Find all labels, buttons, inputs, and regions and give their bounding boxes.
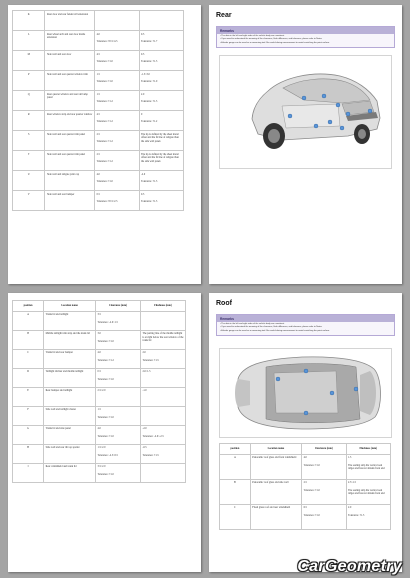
location-name-cell bbox=[45, 71, 95, 91]
table-row bbox=[220, 479, 391, 504]
location-name-cell bbox=[44, 330, 96, 349]
document-page-4 bbox=[209, 293, 402, 572]
table-row bbox=[13, 71, 184, 91]
flushness-value: 2.0 bbox=[142, 351, 146, 354]
location-name-cell bbox=[44, 406, 96, 425]
clearance-value bbox=[96, 349, 141, 368]
clearance-tolerance: Tolerance: ±1.0 bbox=[97, 415, 114, 419]
position-cell bbox=[13, 131, 45, 151]
flushness-tolerance: Tolerance: ±1.5 bbox=[141, 200, 158, 203]
clearance-value bbox=[302, 504, 346, 529]
flushness-value: 1.5 bbox=[348, 456, 352, 459]
clearance-value: 3.5~2.0 bbox=[97, 465, 106, 468]
document-page-3 bbox=[8, 293, 201, 572]
clearance-tolerance: Tolerance: ±1.0 bbox=[97, 472, 114, 476]
position-cell: C bbox=[27, 351, 29, 354]
clearance-value: 4.0 bbox=[303, 456, 307, 459]
position-cell: K bbox=[27, 12, 30, 16]
position-cell bbox=[13, 151, 45, 171]
table-row bbox=[13, 31, 184, 51]
table-row bbox=[13, 368, 186, 387]
flushness-value bbox=[140, 368, 185, 387]
position-cell bbox=[13, 91, 45, 111]
clearance-tolerance: Tolerance: ±1.0 bbox=[303, 463, 320, 467]
clearance-tolerance: Tolerance: ±1.2 bbox=[97, 358, 114, 362]
flushness-value: The parting line of the middle taillight is at right below the rear window of the trunk lid bbox=[142, 332, 184, 342]
position-cell bbox=[220, 504, 251, 529]
location-name-cell bbox=[45, 131, 95, 151]
location-name-cell: Panoramic roof glass and side wall bbox=[252, 481, 289, 484]
flushness-value bbox=[139, 111, 183, 131]
position-cell: Q bbox=[27, 92, 30, 96]
table-row bbox=[13, 111, 184, 131]
column-header: Clearance (mm) bbox=[96, 301, 141, 312]
position-cell: L bbox=[27, 32, 30, 36]
clearance-table-rear bbox=[12, 300, 186, 483]
clearance-value bbox=[95, 191, 139, 211]
location-name-cell: Side wall and rear door bbox=[46, 52, 72, 56]
position-cell: H bbox=[27, 446, 29, 449]
clearance-value bbox=[96, 425, 141, 444]
remarks-box bbox=[216, 26, 395, 48]
clearance-value: 0.5 bbox=[97, 370, 101, 373]
clearance-tolerance: Tolerance: ±1.0 bbox=[97, 377, 114, 381]
clearance-tolerance: Tolerance: ±0.5~4.5 bbox=[96, 40, 118, 43]
flushness-tolerance: Tolerance: -2.0~-2.5 bbox=[142, 434, 164, 438]
table-row bbox=[13, 91, 184, 111]
clearance-tolerance: Tolerance: ±1.2 bbox=[96, 140, 113, 143]
position-cell: R bbox=[27, 112, 30, 116]
location-name-cell bbox=[45, 91, 95, 111]
flushness-value bbox=[140, 387, 185, 406]
position-cell bbox=[13, 387, 44, 406]
location-name-cell: Side wall and rear tilt top spoiler bbox=[45, 446, 80, 449]
clearance-value bbox=[96, 444, 141, 463]
table-row bbox=[13, 311, 186, 330]
position-cell bbox=[13, 425, 44, 444]
clearance-value: 1.5 bbox=[96, 72, 100, 76]
flushness-value bbox=[140, 463, 185, 482]
clearance-value bbox=[96, 387, 141, 406]
clearance-value bbox=[95, 131, 139, 151]
location-name-cell bbox=[45, 151, 95, 171]
clearance-value: 2.5 bbox=[96, 132, 100, 136]
table-row bbox=[220, 454, 391, 479]
remark-item: • If you need to understand the meaning of the clearance, flush difference, and tolerance, please refer to Notes. bbox=[220, 326, 391, 329]
remarks-header: Remarks bbox=[217, 315, 394, 322]
table-row bbox=[13, 330, 186, 349]
location-name-cell bbox=[45, 171, 95, 191]
position-cell: A bbox=[27, 313, 29, 316]
clearance-tolerance: Tolerance: ±0.5~2.5 bbox=[96, 200, 118, 203]
location-name-cell: Trunk lid and rear bumper bbox=[45, 351, 73, 354]
flushness-value bbox=[139, 171, 183, 191]
clearance-value bbox=[95, 11, 139, 31]
flushness-tolerance: Tolerance: ±1.5 bbox=[142, 453, 159, 457]
clearance-value bbox=[302, 479, 346, 504]
position-cell bbox=[13, 311, 44, 330]
location-name-cell: Side wall and rear quarter window trim bbox=[46, 72, 88, 76]
location-name-cell bbox=[45, 11, 95, 31]
table-row bbox=[13, 151, 184, 171]
flushness-value bbox=[140, 444, 185, 463]
location-name-cell: Rear windshield and trunk lid bbox=[45, 465, 77, 468]
column-header: Location name bbox=[250, 444, 301, 455]
clearance-value: 1.5~2.0 bbox=[97, 446, 106, 449]
clearance-value: 2.5~2.0 bbox=[97, 389, 106, 392]
position-cell: M bbox=[27, 52, 30, 56]
section-title-rear: Rear bbox=[216, 12, 232, 19]
location-name-cell bbox=[44, 368, 96, 387]
table-row bbox=[220, 504, 391, 529]
clearance-value bbox=[95, 91, 139, 111]
document-page-1 bbox=[8, 5, 201, 284]
clearance-table-rear-continued bbox=[12, 10, 184, 211]
clearance-value bbox=[95, 111, 139, 131]
flushness-value: 0.5 bbox=[141, 32, 145, 36]
position-cell bbox=[13, 406, 44, 425]
location-name-cell: Rear wheel arch and rear door inside extension bbox=[46, 32, 86, 39]
position-cell: D bbox=[27, 370, 29, 373]
clearance-value bbox=[96, 406, 141, 425]
flushness-value: -1.0 bbox=[142, 389, 147, 392]
location-name-cell bbox=[250, 504, 301, 529]
remarks-box bbox=[216, 314, 395, 336]
clearance-tolerance: Tolerance: ±1.2 bbox=[96, 160, 113, 163]
location-name-cell bbox=[45, 31, 95, 51]
clearance-value bbox=[96, 311, 141, 330]
clearance-value bbox=[95, 31, 139, 51]
location-name-cell bbox=[44, 463, 96, 482]
flushness-value bbox=[140, 330, 185, 349]
clearance-tolerance: Tolerance: ±1.0 bbox=[303, 488, 320, 492]
flushness-value: 0.5 bbox=[141, 52, 145, 56]
location-name-cell bbox=[44, 311, 96, 330]
flushness-value: 2.0 bbox=[141, 92, 145, 96]
table-row bbox=[13, 463, 186, 482]
remark-item: • A feeler gauge can be used as a measuring tool. Be careful during measurement to avoid scratching the paint surface. bbox=[220, 42, 391, 45]
flushness-value bbox=[140, 311, 185, 330]
clearance-value: 4.0 bbox=[97, 427, 101, 430]
position-cell bbox=[13, 71, 45, 91]
location-name-cell: Side wall and rear bumper bbox=[46, 192, 75, 196]
position-cell: B bbox=[27, 332, 29, 335]
table-row bbox=[13, 11, 184, 31]
flushness-tolerance: Tolerance: ±1.0 bbox=[141, 80, 158, 83]
flushness-value: 0 bbox=[141, 112, 143, 116]
clearance-tolerance: Tolerance: ±1.0 bbox=[96, 60, 113, 63]
position-cell bbox=[13, 171, 45, 191]
clearance-value: 1.5 bbox=[96, 92, 100, 96]
location-name-cell: Rear door and rear fender sill extension bbox=[46, 12, 89, 16]
clearance-value: 2.5 bbox=[96, 152, 100, 156]
flushness-value: 2.5~1.5 bbox=[348, 481, 356, 484]
flushness-value bbox=[346, 454, 390, 479]
flushness-value bbox=[139, 31, 183, 51]
clearance-value bbox=[302, 454, 346, 479]
column-header: Flushness (mm) bbox=[346, 444, 390, 455]
flushness-value bbox=[139, 151, 183, 171]
position-cell: I bbox=[27, 465, 29, 468]
rear-car-icon bbox=[220, 56, 391, 168]
flushness-value: 0.5 bbox=[141, 192, 145, 196]
brand-watermark: CarGeometry bbox=[297, 558, 402, 575]
flushness-tolerance: Tolerance: ±1.5 bbox=[141, 180, 158, 183]
table-row bbox=[13, 51, 184, 71]
flushness-value bbox=[139, 131, 183, 151]
clearance-value: 0.5 bbox=[96, 192, 100, 196]
flushness-value bbox=[139, 11, 183, 31]
clearance-value bbox=[95, 151, 139, 171]
flushness-value: The tip is defined by the sheet metal offset and the fit line of tailgate than the side wall panel. bbox=[141, 132, 179, 143]
clearance-value: 2.5 bbox=[303, 481, 307, 484]
flushness-value: 2.0~1.5 bbox=[142, 370, 151, 373]
clearance-table-roof bbox=[219, 443, 391, 530]
position-cell: G bbox=[27, 427, 29, 430]
clearance-tolerance: Tolerance: ±1.2 bbox=[96, 120, 113, 123]
clearance-tolerance: Tolerance: ±1.0 bbox=[97, 434, 114, 438]
position-cell: V bbox=[27, 192, 30, 196]
position-cell bbox=[13, 31, 45, 51]
column-header: Clearance (mm) bbox=[302, 444, 346, 455]
position-cell: F bbox=[27, 408, 29, 411]
location-name-cell: Rear window strip and rear quarter window bbox=[46, 112, 93, 116]
location-name-cell: Fixed glass roof and rear windshield bbox=[252, 506, 291, 509]
clearance-tolerance: Tolerance: ±1.2 bbox=[96, 100, 113, 103]
flushness-value: 2.0 bbox=[348, 506, 352, 509]
position-cell: C bbox=[234, 506, 236, 509]
flushness-value bbox=[346, 504, 390, 529]
flushness-value bbox=[140, 406, 185, 425]
location-name-cell bbox=[45, 191, 95, 211]
table-row bbox=[13, 171, 184, 191]
location-name-cell: Rear bumper and taillight bbox=[45, 389, 73, 392]
position-cell: U bbox=[27, 172, 30, 176]
remark-item: • The data in the left and right sides of the vehicle body are consistent. bbox=[220, 323, 391, 326]
flushness-value bbox=[140, 425, 185, 444]
clearance-tolerance: Tolerance: -2.5~0.5 bbox=[97, 453, 118, 457]
position-cell: B bbox=[234, 481, 236, 484]
position-cell: T bbox=[27, 152, 30, 156]
position-cell bbox=[13, 191, 45, 211]
clearance-value: 3.5 bbox=[97, 313, 101, 316]
table-row bbox=[13, 191, 184, 211]
flushness-value: -2.0 bbox=[142, 427, 147, 430]
remark-item: • If you need to understand the meaning of the clearance, flush difference, and tolerance, please refer to Notes. bbox=[220, 38, 391, 41]
location-name-cell: Trunk lid and side panel bbox=[45, 427, 71, 430]
clearance-value: 1.5 bbox=[97, 408, 101, 411]
column-header: position bbox=[13, 301, 44, 312]
column-header: Flushness (mm) bbox=[140, 301, 185, 312]
location-name-cell bbox=[45, 51, 95, 71]
location-name-cell: Side wall and taillight cluster bbox=[45, 408, 77, 411]
flushness-tolerance: Tolerance: ±1.5 bbox=[348, 513, 365, 517]
position-cell: S bbox=[28, 132, 30, 136]
clearance-value: 4.0 bbox=[96, 32, 100, 36]
clearance-value bbox=[96, 463, 141, 482]
location-name-cell: Rear quarter window and rear tail lamp panel bbox=[46, 92, 88, 99]
flushness-value bbox=[139, 191, 183, 211]
flushness-value: -0.5 bbox=[142, 446, 147, 449]
clearance-value bbox=[96, 368, 141, 387]
position-cell bbox=[13, 51, 45, 71]
flushness-value bbox=[139, 51, 183, 71]
flushness-tolerance: Tolerance: ±1.7 bbox=[141, 40, 158, 43]
section-title-roof: Roof bbox=[216, 300, 232, 307]
flushness-tolerance: Tolerance: ±1.5 bbox=[141, 60, 158, 63]
position-cell bbox=[13, 330, 44, 349]
location-name-cell: Side wall and rear quarter trim panel bbox=[46, 152, 86, 156]
position-cell: A bbox=[233, 456, 236, 459]
location-name-cell bbox=[44, 425, 96, 444]
location-name-cell bbox=[250, 454, 301, 479]
location-name-cell: Side wall and rear quarter trim panel bbox=[46, 132, 86, 136]
table-row bbox=[13, 425, 186, 444]
position-cell: P bbox=[28, 72, 30, 76]
table-row bbox=[13, 131, 184, 151]
position-cell bbox=[220, 454, 251, 479]
remark-item: • A feeler gauge can be used as a measuring tool. Be careful during measurement to avoid scratching the paint surface. bbox=[220, 330, 391, 333]
remark-item: • The data in the left and right sides of the vehicle body are consistent. bbox=[220, 35, 391, 38]
table-row bbox=[13, 444, 186, 463]
location-name-cell bbox=[44, 349, 96, 368]
position-cell bbox=[13, 11, 45, 31]
position-cell bbox=[220, 479, 251, 504]
location-name-cell: Taillight divider and middle taillight bbox=[45, 370, 84, 373]
clearance-value bbox=[95, 171, 139, 191]
clearance-tolerance: Tolerance: ±1.0 bbox=[97, 339, 114, 343]
clearance-value: 4.5 bbox=[96, 52, 100, 56]
position-cell: E bbox=[27, 389, 29, 392]
location-name-cell bbox=[45, 111, 95, 131]
flushness-value bbox=[140, 349, 185, 368]
clearance-value bbox=[95, 51, 139, 71]
column-header: position bbox=[220, 444, 251, 455]
table-row bbox=[13, 387, 186, 406]
clearance-tolerance: Tolerance: ±1.0 bbox=[96, 180, 113, 183]
position-cell bbox=[13, 463, 44, 482]
flushness-tolerance: Tolerance: ±1.5 bbox=[142, 358, 159, 362]
clearance-value: 3.0 bbox=[97, 332, 101, 335]
location-name-cell: Trunk lid and taillight bbox=[45, 313, 69, 316]
rear-car-illustration bbox=[219, 55, 392, 169]
column-header: Location name bbox=[44, 301, 96, 312]
location-name-cell: Side wall and tailgate joint cap bbox=[46, 172, 80, 176]
flushness-value: -2.0 bbox=[141, 172, 146, 176]
clearance-value: 4.5 bbox=[96, 112, 100, 116]
clearance-tolerance: Tolerance: ±1.0 bbox=[303, 513, 320, 517]
clearance-value: 4.0 bbox=[97, 351, 101, 354]
flushness-value: The tip is defined by the sheet metal offset and the fit line of tailgate than the side wall panel. bbox=[141, 152, 179, 163]
position-cell bbox=[13, 368, 44, 387]
location-name-cell: Panoramic roof glass and front windshield bbox=[252, 456, 297, 459]
position-cell bbox=[13, 349, 44, 368]
roof-car-icon bbox=[220, 349, 391, 437]
location-name-cell: Middle taillight trim strip and the trunk lid bbox=[45, 332, 90, 335]
position-cell bbox=[13, 111, 45, 131]
location-name-cell bbox=[250, 479, 301, 504]
location-name-cell bbox=[44, 387, 96, 406]
clearance-value: 6.5 bbox=[303, 506, 307, 509]
flushness-value bbox=[346, 479, 390, 504]
flushness-value: -1.5~3.0 bbox=[141, 72, 150, 76]
flushness-tolerance: Tolerance: ±1.5 bbox=[141, 100, 158, 103]
clearance-tolerance: Tolerance: ±1.0 bbox=[96, 80, 113, 83]
document-page-2 bbox=[209, 5, 402, 284]
clearance-tolerance: Tolerance: -2.0~1.5 bbox=[97, 320, 118, 324]
table-row bbox=[13, 406, 186, 425]
clearance-value: 4.0 bbox=[96, 172, 100, 176]
flushness-tolerance: The sealing strip the vertical seal ridges and has not shrunk front end bbox=[348, 488, 385, 495]
position-cell bbox=[13, 444, 44, 463]
flushness-tolerance: Tolerance: ±1.2 bbox=[141, 120, 158, 123]
flushness-tolerance: The sealing strip the vertical seal ridges and has not shrunk front end bbox=[348, 463, 385, 470]
roof-car-illustration bbox=[219, 348, 392, 438]
clearance-value bbox=[96, 330, 141, 349]
location-name-cell bbox=[44, 444, 96, 463]
flushness-value bbox=[139, 71, 183, 91]
table-row bbox=[13, 349, 186, 368]
clearance-value bbox=[95, 71, 139, 91]
flushness-value bbox=[139, 91, 183, 111]
remarks-header: Remarks bbox=[217, 27, 394, 34]
